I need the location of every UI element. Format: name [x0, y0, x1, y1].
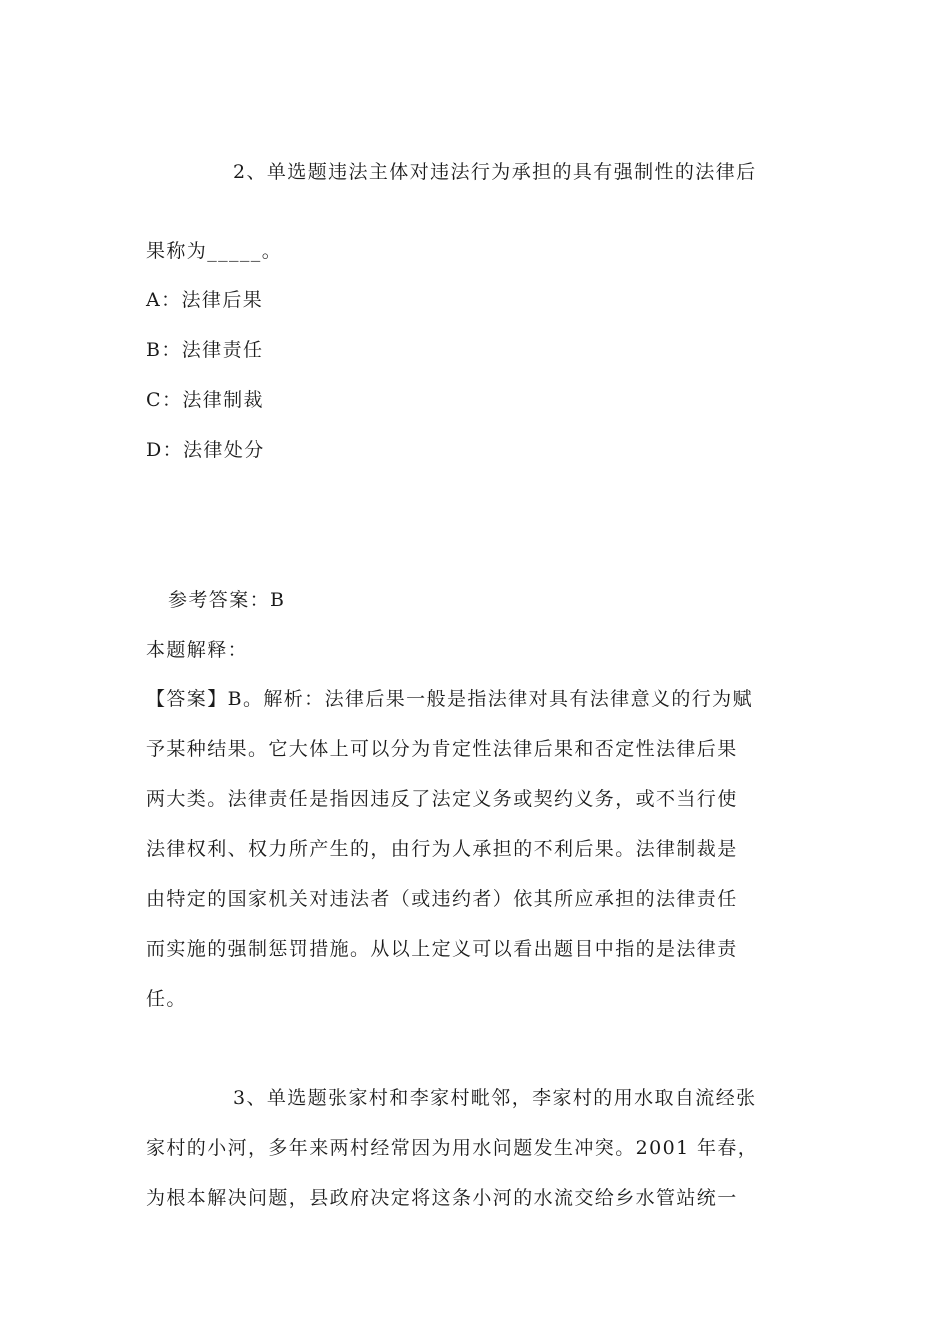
question-3-stem-line-3: 为根本解决问题，县政府决定将这条小河的水流交给乡水管站统一	[146, 1187, 738, 1209]
option-c: C：法律制裁	[146, 389, 264, 411]
explanation-line: 而实施的强制惩罚措施。从以上定义可以看出题目中指的是法律责	[146, 938, 738, 960]
explanation-line: 任。	[146, 988, 187, 1010]
explanation-line: 予某种结果。它大体上可以分为肯定性法律后果和否定性法律后果	[146, 738, 738, 760]
question-2-stem-line-2: 果称为_____。	[146, 240, 283, 262]
question-3-stem-line-1: 3、单选题张家村和李家村毗邻，李家村的用水取自流经张	[233, 1087, 757, 1109]
explanation-line: 由特定的国家机关对违法者（或违约者）依其所应承担的法律责任	[146, 888, 738, 910]
option-a: A：法律后果	[146, 289, 264, 311]
option-d: D：法律处分	[146, 439, 265, 461]
question-2-stem-line-1: 2、单选题违法主体对违法行为承担的具有强制性的法律后	[233, 161, 757, 183]
question-3-stem-line-2: 家村的小河，多年来两村经常因为用水问题发生冲突。2001 年春，	[146, 1137, 759, 1159]
option-b: B：法律责任	[146, 339, 264, 361]
explanation-heading: 本题解释：	[146, 639, 249, 661]
explanation-line: 两大类。法律责任是指因违反了法定义务或契约义务，或不当行使	[146, 788, 738, 810]
explanation-line: 【答案】B。解析：法律后果一般是指法律对具有法律意义的行为赋	[146, 688, 753, 710]
reference-answer: 参考答案：B	[168, 589, 286, 611]
explanation-line: 法律权利、权力所产生的，由行为人承担的不利后果。法律制裁是	[146, 838, 738, 860]
